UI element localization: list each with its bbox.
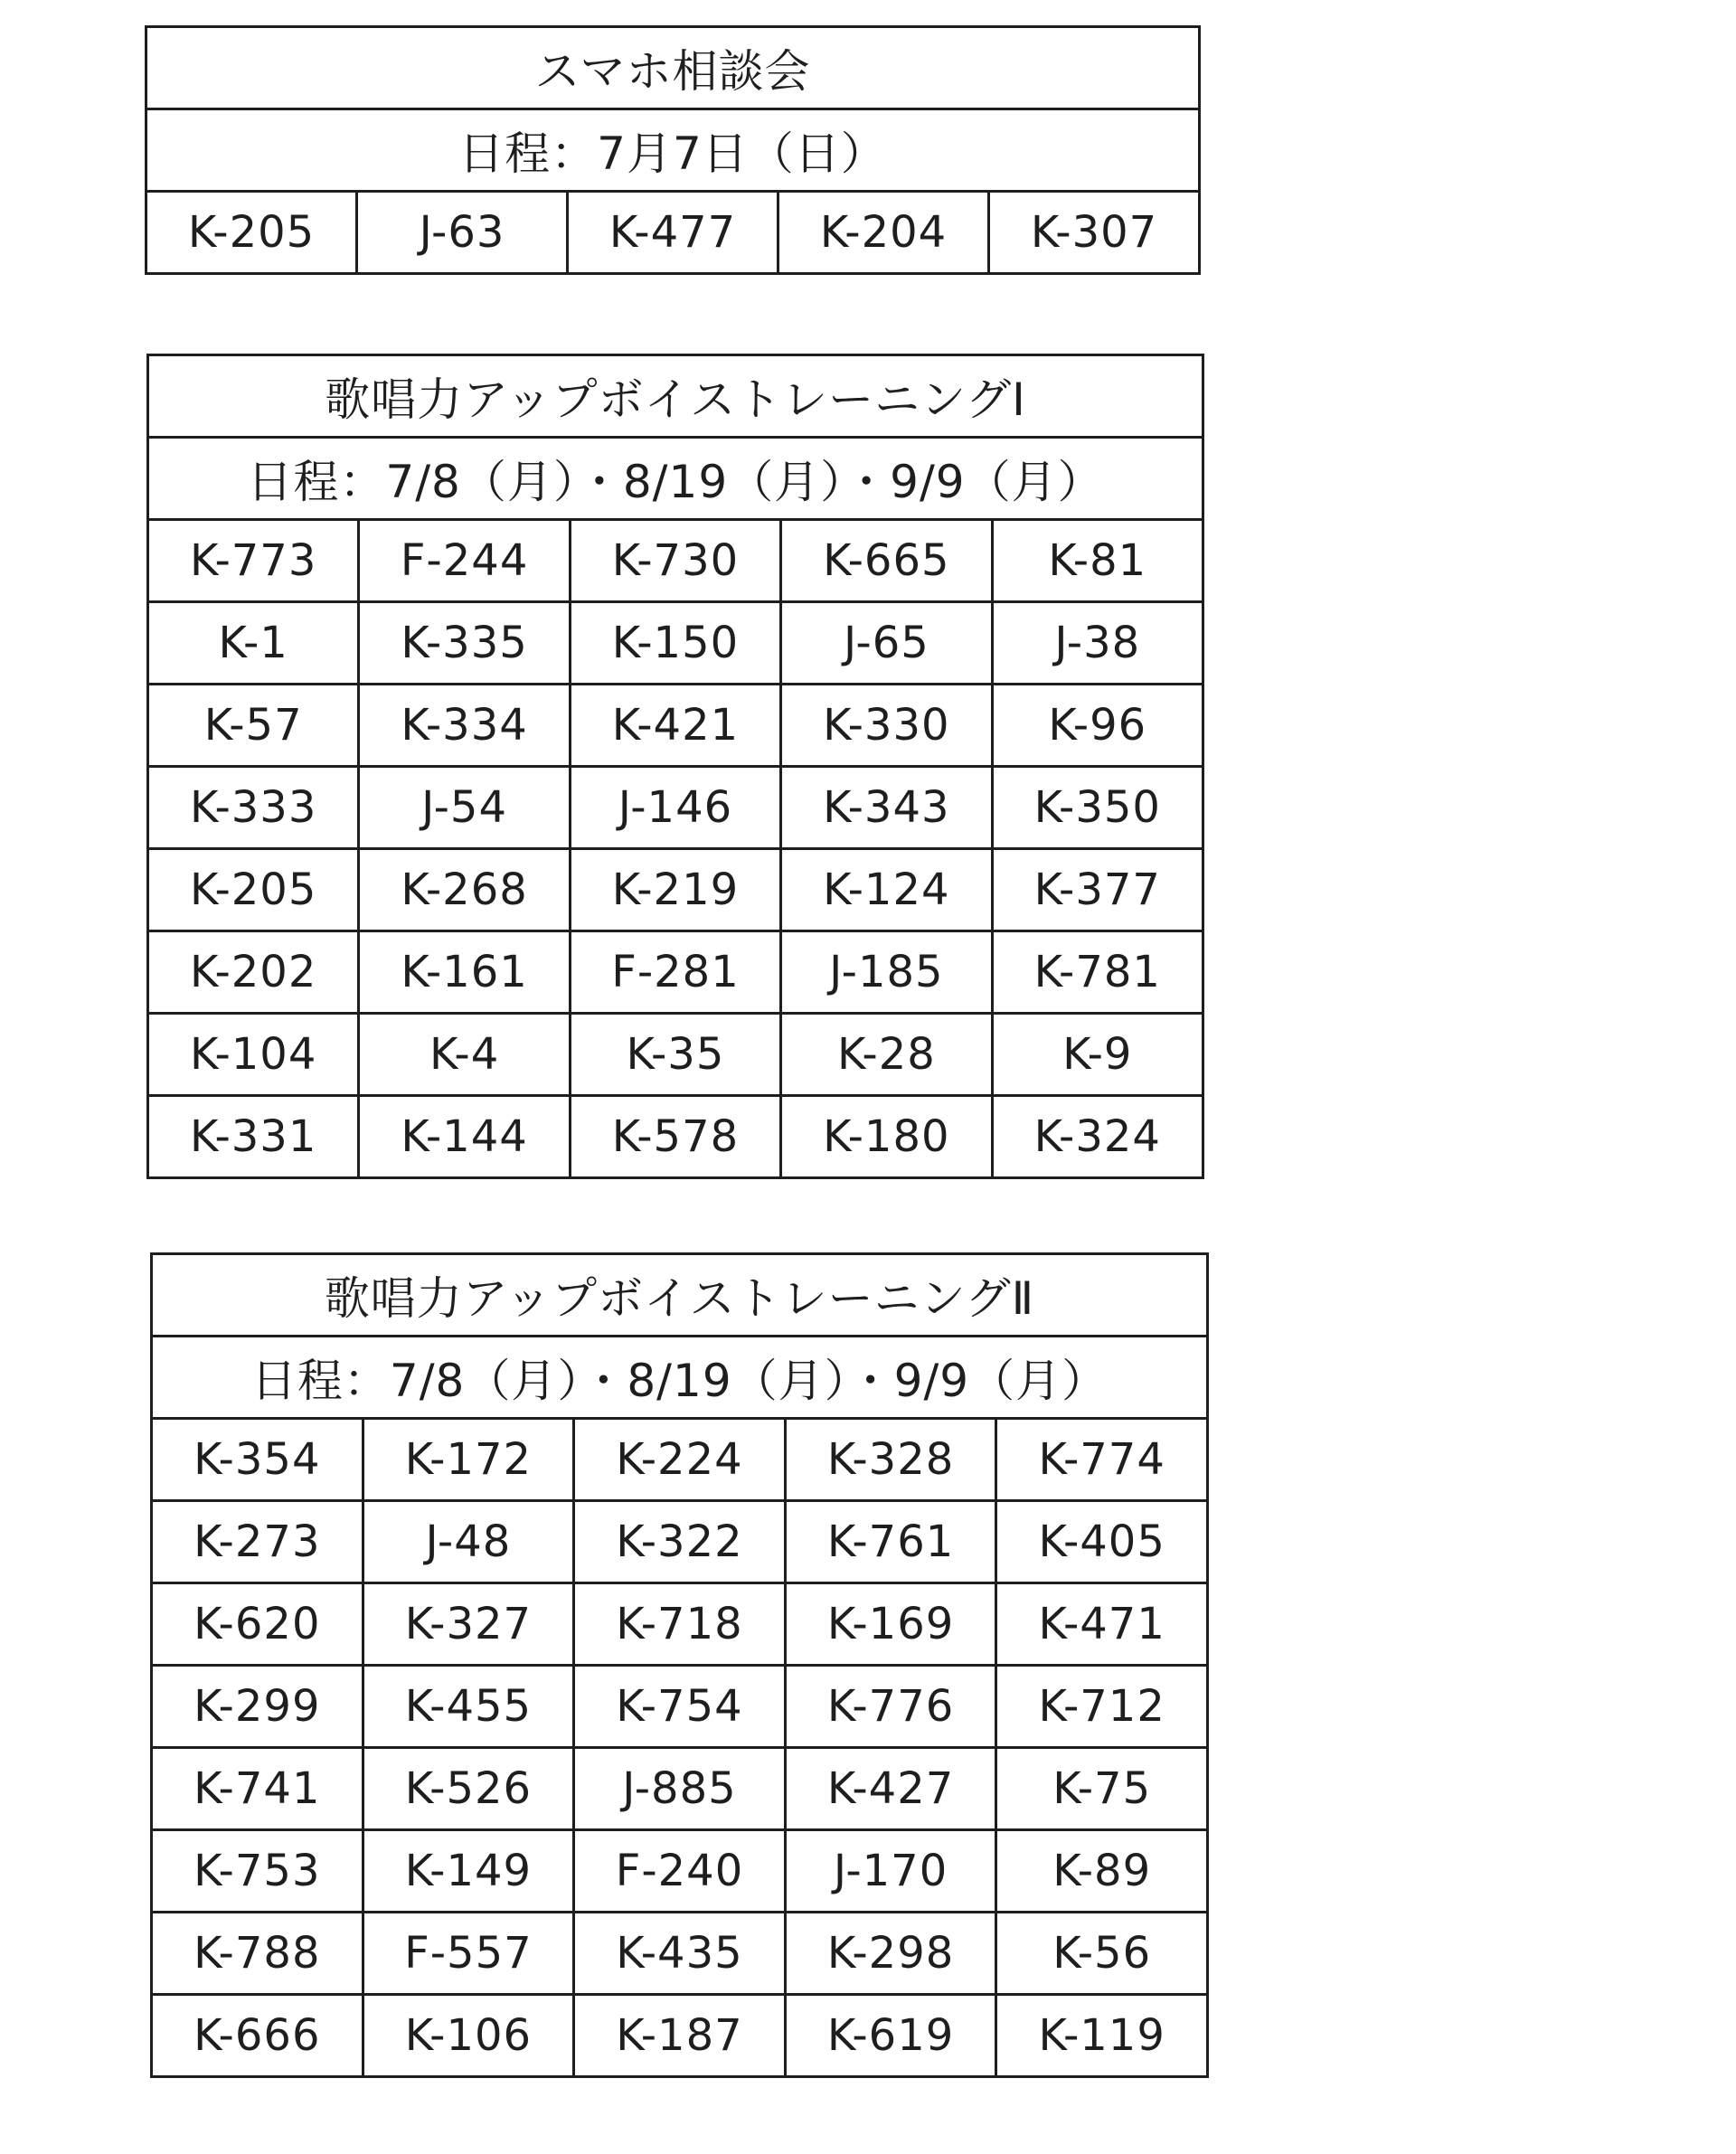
table-row [152,1748,1208,1830]
table-row [152,1995,1208,2077]
ticket-number-cell: K-322 [574,1501,786,1583]
ticket-number-cell: K-333 [148,767,359,849]
table-body [148,355,1203,1178]
voice-training-1-table [146,354,1204,1179]
table-title: スマホ相談会 [146,27,1200,109]
ticket-number-cell: K-455 [363,1666,574,1748]
ticket-number-cell: K-81 [992,520,1203,602]
ticket-number-cell: K-477 [568,192,778,274]
ticket-number-cell: K-354 [152,1419,363,1501]
date-row [146,109,1200,192]
table-row [148,1014,1203,1096]
ticket-number-cell: K-427 [785,1748,996,1830]
voice-training-2-table [150,1252,1209,2078]
ticket-number-cell: F-240 [574,1830,786,1913]
ticket-number-cell: F-281 [570,931,780,1014]
ticket-number-cell: K-335 [359,602,570,685]
ticket-number-cell: J-170 [785,1830,996,1913]
ticket-number-cell: K-377 [992,849,1203,931]
ticket-number-cell: K-307 [989,192,1200,274]
ticket-number-cell: K-620 [152,1583,363,1666]
ticket-number-cell: F-557 [363,1913,574,1995]
ticket-number-cell: K-773 [148,520,359,602]
table-row [152,1913,1208,1995]
ticket-number-cell: J-146 [570,767,780,849]
ticket-number-cell: K-96 [992,685,1203,767]
ticket-number-cell: K-405 [996,1501,1208,1583]
table-title: 歌唱力アップボイストレーニングⅠ [148,355,1203,438]
ticket-number-cell: K-57 [148,685,359,767]
ticket-number-cell: K-330 [781,685,992,767]
ticket-number-cell: F-244 [359,520,570,602]
ticket-number-cell: K-774 [996,1419,1208,1501]
ticket-number-cell: K-712 [996,1666,1208,1748]
ticket-number-cell: K-150 [570,602,780,685]
ticket-number-cell: K-268 [359,849,570,931]
ticket-number-cell: K-35 [570,1014,780,1096]
ticket-number-cell: K-224 [574,1419,786,1501]
ticket-number-cell: K-124 [781,849,992,931]
ticket-number-cell: K-343 [781,767,992,849]
ticket-number-cell: K-4 [359,1014,570,1096]
ticket-number-cell: K-104 [148,1014,359,1096]
table-row [152,1419,1208,1501]
ticket-number-cell: K-327 [363,1583,574,1666]
ticket-number-cell: K-106 [363,1995,574,2077]
table-row [148,685,1203,767]
ticket-number-cell: K-665 [781,520,992,602]
table-row [146,192,1200,274]
ticket-number-cell: K-273 [152,1501,363,1583]
ticket-number-cell: K-28 [781,1014,992,1096]
ticket-number-cell: K-187 [574,1995,786,2077]
ticket-number-cell: K-718 [574,1583,786,1666]
ticket-number-cell: K-619 [785,1995,996,2077]
title-row [148,355,1203,438]
table-row [148,849,1203,931]
ticket-number-cell: K-741 [152,1748,363,1830]
ticket-number-cell: K-754 [574,1666,786,1748]
ticket-number-cell: K-119 [996,1995,1208,2077]
table-body [152,1254,1208,2077]
table-row [148,520,1203,602]
ticket-number-cell: K-56 [996,1913,1208,1995]
ticket-number-cell: J-185 [781,931,992,1014]
smartphone-consultation-table [145,25,1201,275]
table-body [146,27,1200,274]
ticket-number-cell: K-730 [570,520,780,602]
ticket-number-cell: K-526 [363,1748,574,1830]
ticket-number-cell: J-48 [363,1501,574,1583]
ticket-number-cell: K-350 [992,767,1203,849]
table-row [152,1583,1208,1666]
title-row [146,27,1200,109]
title-row [152,1254,1208,1337]
ticket-number-cell: K-331 [148,1096,359,1178]
ticket-number-cell: K-202 [148,931,359,1014]
ticket-number-cell: K-578 [570,1096,780,1178]
date-row [148,438,1203,520]
ticket-number-cell: K-761 [785,1501,996,1583]
ticket-number-cell: K-205 [146,192,357,274]
ticket-number-cell: K-753 [152,1830,363,1913]
ticket-number-cell: K-788 [152,1913,363,1995]
table-row [152,1501,1208,1583]
ticket-number-cell: K-205 [148,849,359,931]
ticket-number-cell: K-298 [785,1913,996,1995]
table-row [152,1666,1208,1748]
ticket-number-cell: K-666 [152,1995,363,2077]
schedule-date: 日程：7/8（月）・8/19（月）・9/9（月） [148,438,1203,520]
table-row [148,1096,1203,1178]
ticket-number-cell: J-38 [992,602,1203,685]
table-row [152,1830,1208,1913]
ticket-number-cell: K-1 [148,602,359,685]
table-row [148,767,1203,849]
ticket-number-cell: K-219 [570,849,780,931]
ticket-number-cell: K-9 [992,1014,1203,1096]
table-row [148,931,1203,1014]
date-row [152,1337,1208,1419]
ticket-number-cell: K-781 [992,931,1203,1014]
ticket-number-cell: K-89 [996,1830,1208,1913]
ticket-number-cell: K-161 [359,931,570,1014]
ticket-number-cell: K-204 [778,192,989,274]
schedule-date: 日程：7/8（月）・8/19（月）・9/9（月） [152,1337,1208,1419]
ticket-number-cell: K-435 [574,1913,786,1995]
table-title: 歌唱力アップボイストレーニングⅡ [152,1254,1208,1337]
ticket-number-cell: K-328 [785,1419,996,1501]
ticket-number-cell: K-776 [785,1666,996,1748]
ticket-number-cell: K-299 [152,1666,363,1748]
ticket-number-cell: K-172 [363,1419,574,1501]
ticket-number-cell: J-63 [357,192,568,274]
ticket-number-cell: K-149 [363,1830,574,1913]
ticket-number-cell: K-144 [359,1096,570,1178]
schedule-date: 日程：7月7日（日） [146,109,1200,192]
ticket-number-cell: K-334 [359,685,570,767]
ticket-number-cell: K-324 [992,1096,1203,1178]
ticket-number-cell: J-54 [359,767,570,849]
ticket-number-cell: K-421 [570,685,780,767]
ticket-number-cell: J-65 [781,602,992,685]
ticket-number-cell: J-885 [574,1748,786,1830]
ticket-number-cell: K-75 [996,1748,1208,1830]
ticket-number-cell: K-180 [781,1096,992,1178]
ticket-number-cell: K-471 [996,1583,1208,1666]
ticket-number-cell: K-169 [785,1583,996,1666]
table-row [148,602,1203,685]
